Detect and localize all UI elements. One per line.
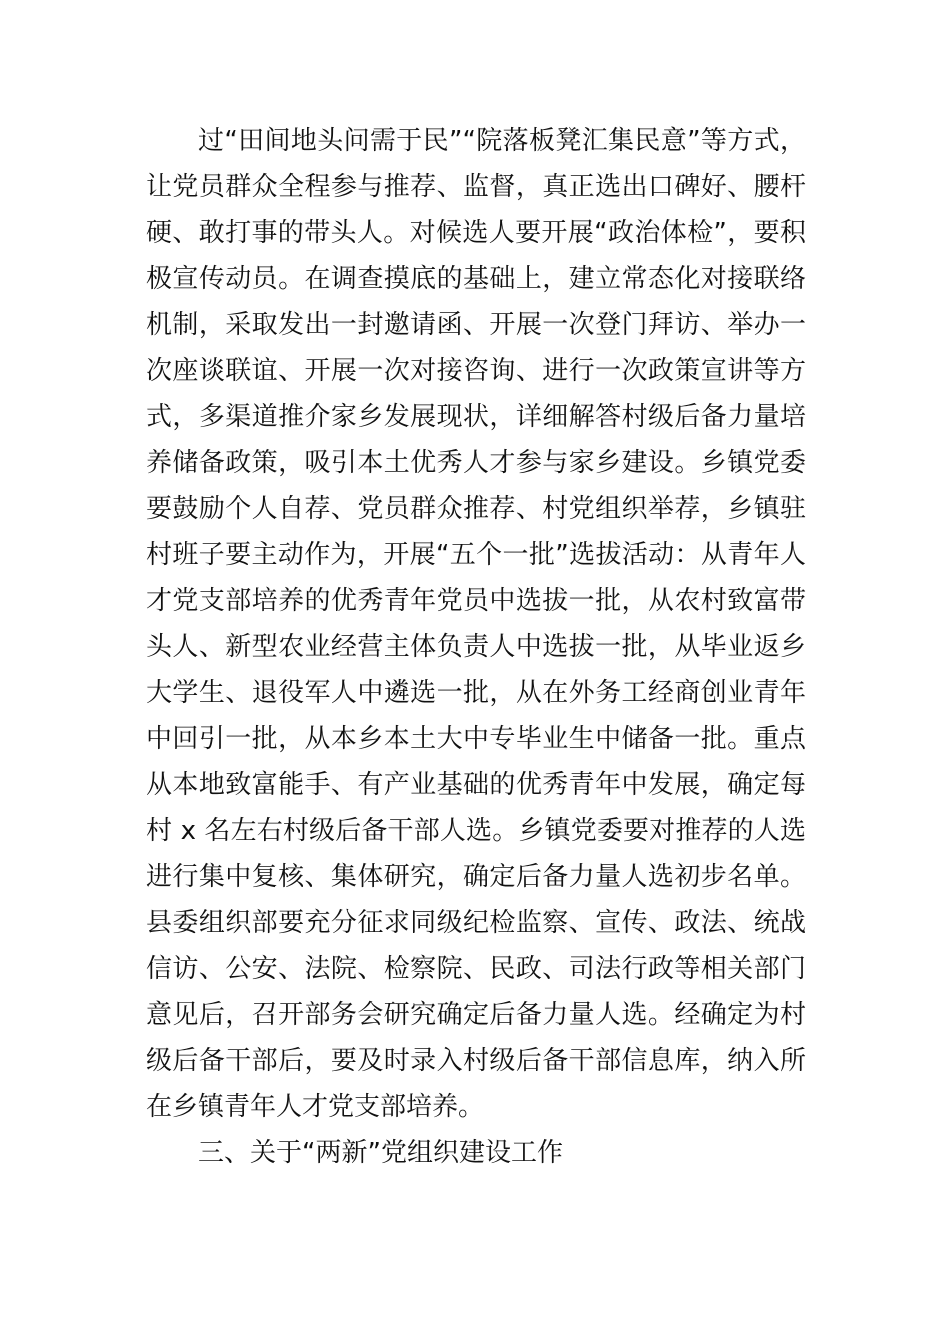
text-line: 硬、敢打事的带头人。对候选人要开展“政治体检”，要积 — [146, 218, 806, 248]
text-line: 要鼓励个人自荐、党员群众推荐、村党组织举荐，乡镇驻 — [146, 494, 806, 524]
text-line: 次座谈联谊、开展一次对接咨询、进行一次政策宣讲等方 — [146, 356, 806, 386]
text-line: 村班子要主动作为，开展“五个一批”选拔活动：从青年人 — [146, 540, 806, 570]
text-line: 村 x 名左右村级后备干部人选。乡镇党委要对推荐的人选 — [146, 816, 806, 846]
section-heading — [146, 1130, 806, 1176]
text-line: 中回引一批，从本乡本土大中专毕业生中储备一批。重点 — [146, 724, 806, 754]
text-line: 让党员群众全程参与推荐、监督，真正选出口碑好、腰杆 — [146, 172, 806, 202]
text-line: 大学生、退役军人中遴选一批，从在外务工经商创业青年 — [146, 678, 806, 708]
text-line: 县委组织部要充分征求同级纪检监察、宣传、政法、统战 — [146, 908, 806, 938]
text-line: 机制，采取发出一封邀请函、开展一次登门拜访、举办一 — [146, 310, 806, 340]
paragraph — [146, 118, 806, 1130]
heading-text: 三、关于“两新”党组织建设工作 — [198, 1138, 563, 1168]
text-line: 式，多渠道推介家乡发展现状，详细解答村级后备力量培 — [146, 402, 806, 432]
text-line: 在乡镇青年人才党支部培养。 — [146, 1092, 485, 1122]
text-line: 信访、公安、法院、检察院、民政、司法行政等相关部门 — [146, 954, 806, 984]
text-line: 养储备政策，吸引本土优秀人才参与家乡建设。乡镇党委 — [146, 448, 806, 478]
text-line: 才党支部培养的优秀青年党员中选拔一批，从农村致富带 — [146, 586, 806, 616]
text-line: 进行集中复核、集体研究，确定后备力量人选初步名单。 — [146, 862, 806, 892]
text-line: 极宣传动员。在调查摸底的基础上，建立常态化对接联络 — [146, 264, 806, 294]
text-line: 过“田间地头问需于民”“院落板凳汇集民意”等方式， — [198, 126, 806, 156]
document-body — [146, 118, 806, 1176]
text-line: 意见后，召开部务会研究确定后备力量人选。经确定为村 — [146, 1000, 806, 1030]
text-line: 级后备干部后，要及时录入村级后备干部信息库，纳入所 — [146, 1046, 806, 1076]
text-line: 头人、新型农业经营主体负责人中选拔一批，从毕业返乡 — [146, 632, 806, 662]
text-line: 从本地致富能手、有产业基础的优秀青年中发展，确定每 — [146, 770, 806, 800]
